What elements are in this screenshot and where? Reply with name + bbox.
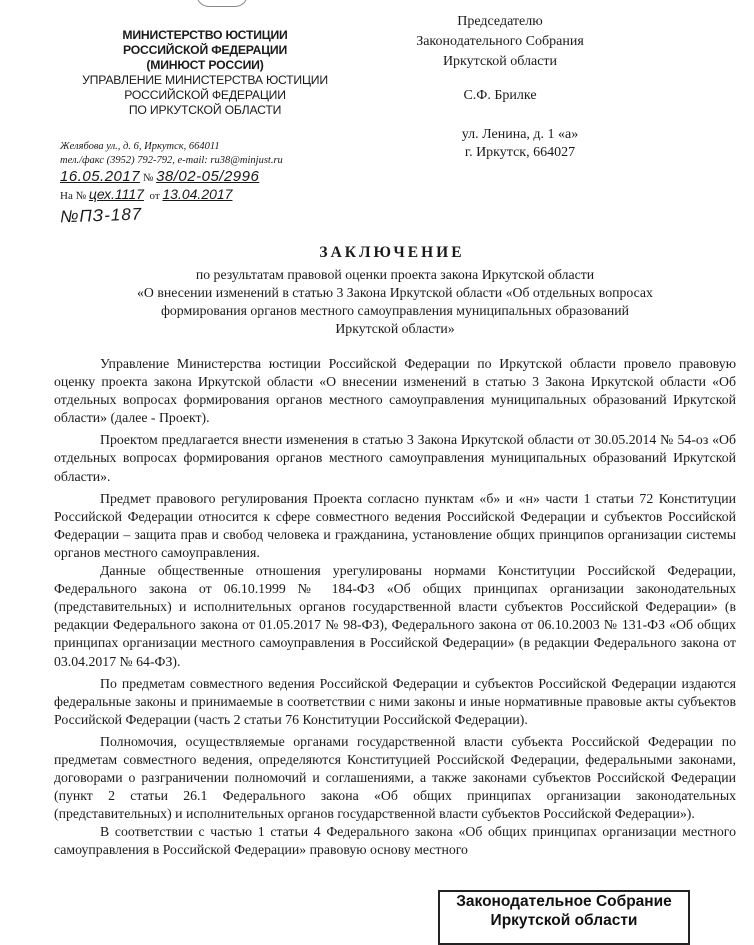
body-paragraph: В соответствии с частью 1 статьи 4 Федерального закона «Об общих принципах организации местного самоуправления в Российской Федерации» правовую основу местного [54,824,736,858]
sender-line: ПО ИРКУТСКОЙ ОБЛАСТИ [128,103,282,117]
from-label: от [149,190,160,202]
outgoing-number: 38/02-05/2996 [156,168,260,185]
recipient-address-line: ул. Ленина, д. 1 «а» [461,127,579,142]
sender-line: УПРАВЛЕНИЕ МИНИСТЕРСТВА ЮСТИЦИИ [82,73,328,87]
in-reply-number: цех.1117 [88,186,144,202]
document-subject [60,266,730,338]
sender-line: РОССИЙСКОЙ ФЕДЕРАЦИИ [122,43,288,57]
document-body [54,355,736,860]
sender-address: Желябова ул., д. 6, Иркутск, 664011 [60,141,220,152]
recipient-title-line: Председателю [457,14,543,29]
top-edge-mark [196,0,248,7]
sender-line: (МИНЮСТ РОССИИ) [146,58,264,72]
recipient-name: С.Ф. Брилке [463,88,537,103]
recipient-address-line: г. Иркутск, 664027 [464,145,576,160]
subject-line: «О внесении изменений в статью 3 Закона Иркутской области «Об отдельных вопросах [137,285,653,300]
sender-phone: тел./факс (3952) 792-792, e-mail: ru38@minjust.ru [60,155,283,166]
recipient-title-line: Законодательного Собрания [416,34,584,49]
body-paragraph: Проектом предлагается внести изменения в статью 3 Закона Иркутской области от 30.05.2014 № 54-оз «Об отдельных вопросах формирования органов местного самоуправления муниципальных образований Иркутской области». [54,432,736,484]
recipient-address [440,126,600,162]
incoming-reference [60,186,360,202]
recipient-title-line: Иркутской области [442,54,558,69]
received-stamp [438,890,690,945]
subject-line: Иркутской области» [335,321,455,336]
sender-line: РОССИЙСКОЙ ФЕДЕРАЦИИ [124,88,286,102]
outgoing-registration [60,168,360,185]
body-paragraph: Управление Министерства юстиции Российской Федерации по Иркутской области провело правовую оценку проекта закона Иркутской области «О внесении изменений в статью 3 Закона Иркутской области «Об отдельных вопросах формирования органов местного самоуправления муниципальных образований Иркутской области» (далее - Проект). [54,356,736,426]
in-reply-label: На № [60,190,87,202]
stamp-line: Иркутской области [490,912,638,929]
sender-letterhead [60,28,350,118]
subject-line: по результатам правовой оценки проекта закона Иркутской области [195,267,595,282]
body-paragraph: Предмет правового регулирования Проекта согласно пунктам «б» и «н» части 1 статьи 72 Конституции Российской Федерации относится к сфере совместного ведения Российской Федерации и субъектов Российской Федерации – защита прав и свобод человека и гражданина, установление общих принципов организации системы органов местного самоуправления. [54,490,736,560]
subject-line: формирования органов местного самоуправления муниципальных образований [160,303,630,318]
recipient-block [405,12,595,106]
body-paragraph: По предметам совместного ведения Российской Федерации и субъектов Российской Федерации издаются федеральные законы и принимаемые в соответствии с ними законы и иные нормативные правовые акты субъектов Российской Федерации (часть 2 статьи 76 Конституции Российской Федерации). [54,675,736,727]
sender-line: МИНИСТЕРСТВО ЮСТИЦИИ [122,28,288,42]
in-reply-date: 13.04.2017 [162,186,233,202]
outgoing-date: 16.05.2017 [60,168,141,185]
body-paragraph: Полномочия, осуществляемые органами государственной власти субъекта Российской Федерации по предметам совместного ведения, определяются Конституцией Российской Федерации, федеральными законами, договорами о разграничении полномочий и соглашениями, а также законами субъектов Российской Федерации (пункт 2 статьи 26.1 Федерального закона «Об общих принципах организации законодательных (представительных) и исполнительных органов государственной власти субъектов Российской Федерации»). [54,733,736,822]
stamp-line: Законодательное Собрание [456,893,672,910]
body-paragraph: Данные общественные отношения урегулированы нормами Конституции Российской Федерации, Федерального закона от 06.10.1999 № 184-ФЗ «Об общих принципах организации законодательных (представительных) и исполнительных органов государственной власти субъектов Российской Федерации» (в редакции Федерального закона от 01.05.2017 № 98-ФЗ), Федерального закона от 06.10.2003 № 131-ФЗ «Об общих принципах организации местного самоуправления в Российской Федерации» (в редакции Федерального закона от 03.04.2017 № 64-ФЗ). [54,563,736,669]
handwritten-note: №ПЗ-187 [59,204,143,227]
number-label: № [142,172,154,184]
sender-contacts [60,140,360,168]
document-title: ЗАКЛЮЧЕНИЕ [319,244,465,261]
